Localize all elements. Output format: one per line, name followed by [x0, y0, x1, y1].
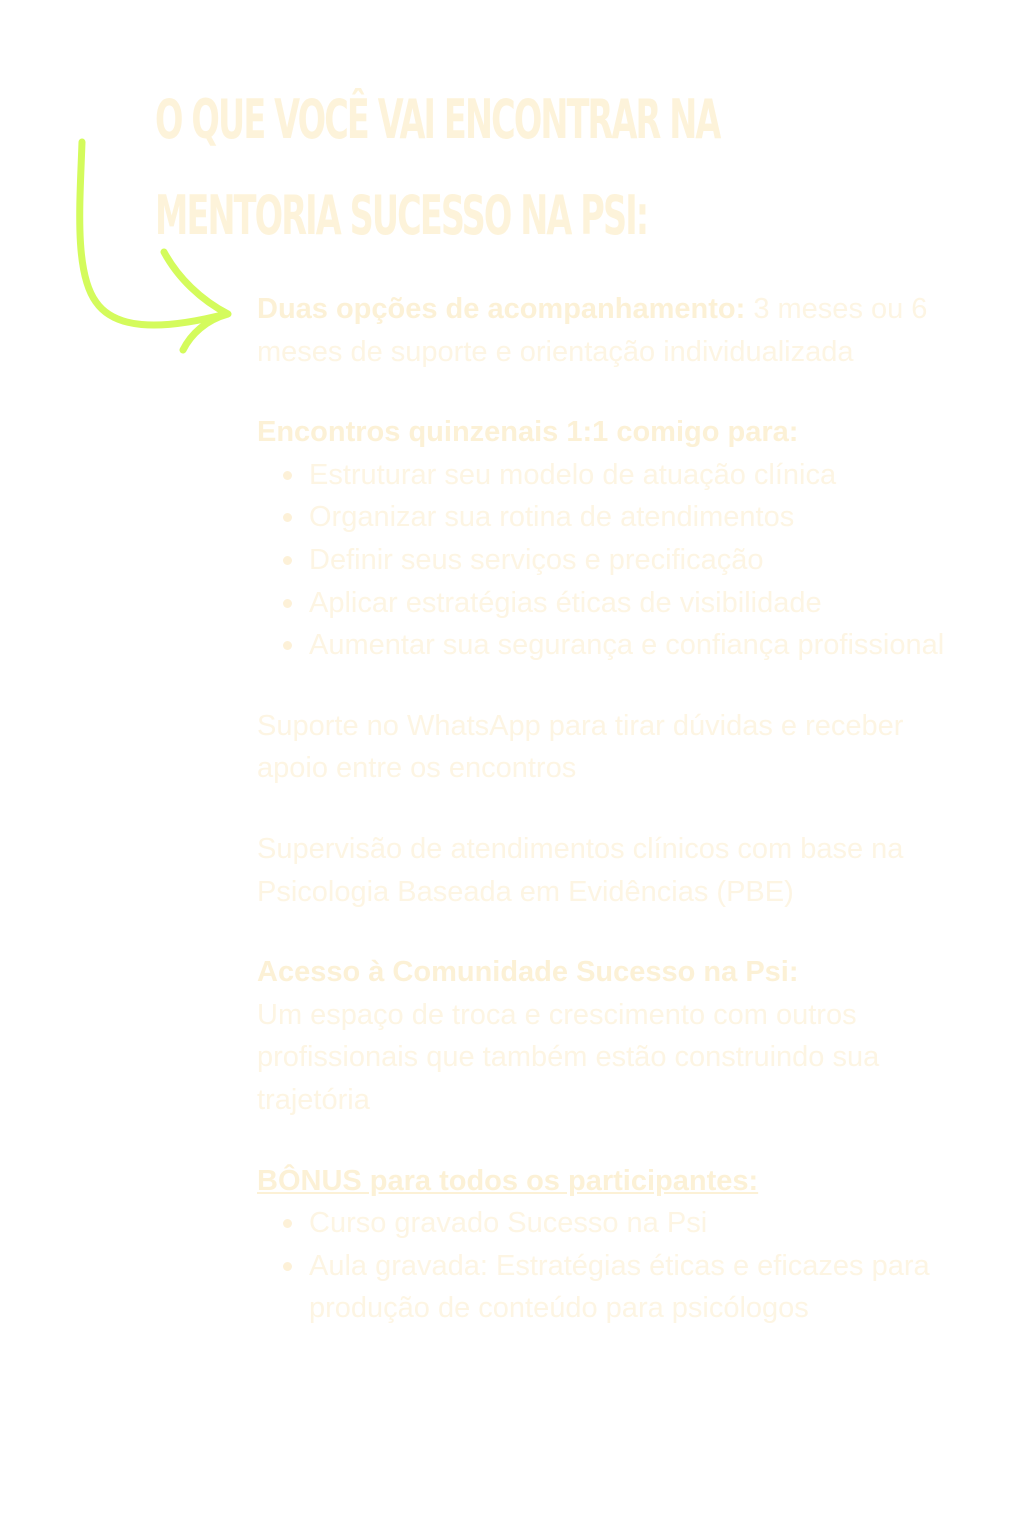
page-title-line-2: MENTORIA SUCESSO NA PSI:	[155, 184, 648, 247]
comunidade-title-text: Acesso à Comunidade Sucesso na Psi:	[257, 956, 799, 989]
comunidade-title	[257, 951, 947, 994]
list-item: Estruturar seu modelo de atuação clínica	[309, 454, 947, 497]
acompanhamento-text	[257, 288, 947, 373]
list-item: Definir seus serviços e precificação	[309, 539, 947, 582]
encontros-title-text: Encontros quinzenais 1:1 comigo para:	[257, 416, 799, 449]
encontros-title	[257, 411, 947, 454]
page-title-line-1: O QUE VOCÊ VAI ENCONTRAR NA	[155, 88, 720, 151]
bonus-list	[257, 1202, 947, 1330]
acompanhamento-description: 3 meses ou 6 meses de suporte e orientação individualizada	[257, 293, 928, 368]
list-item: Aula gravada: Estratégias éticas e eficazes para produção de conteúdo para psicólogos	[309, 1245, 947, 1330]
section-whatsapp	[257, 705, 947, 790]
section-bonus	[257, 1160, 947, 1330]
list-item: Curso gravado Sucesso na Psi	[309, 1202, 947, 1245]
supervisao-text: Supervisão de atendimentos clínicos com base na Psicologia Baseada em Evidências (PBE)	[257, 832, 904, 908]
list-item: Organizar sua rotina de atendimentos	[309, 496, 947, 539]
curved-arrow-icon	[66, 132, 246, 364]
list-item: Aumentar sua segurança e confiança profissional	[309, 624, 947, 667]
encontros-list	[257, 454, 947, 667]
comunidade-text: Um espaço de troca e crescimento com outros profissionais que também estão construindo sua trajetória	[257, 998, 880, 1116]
section-comunidade	[257, 951, 947, 1121]
whatsapp-text: Suporte no WhatsApp para tirar dúvidas e receber apoio entre os encontros	[257, 709, 904, 785]
bonus-title	[257, 1160, 947, 1203]
section-encontros	[257, 411, 947, 667]
section-acompanhamento	[257, 288, 947, 373]
mentoria-content	[257, 288, 947, 1368]
list-item: Aplicar estratégias éticas de visibilidade	[309, 582, 947, 625]
acompanhamento-title: Duas opções de acompanhamento:	[257, 293, 746, 325]
bonus-title-text: BÔNUS para todos os participantes:	[257, 1164, 759, 1197]
section-supervisao	[257, 828, 947, 913]
